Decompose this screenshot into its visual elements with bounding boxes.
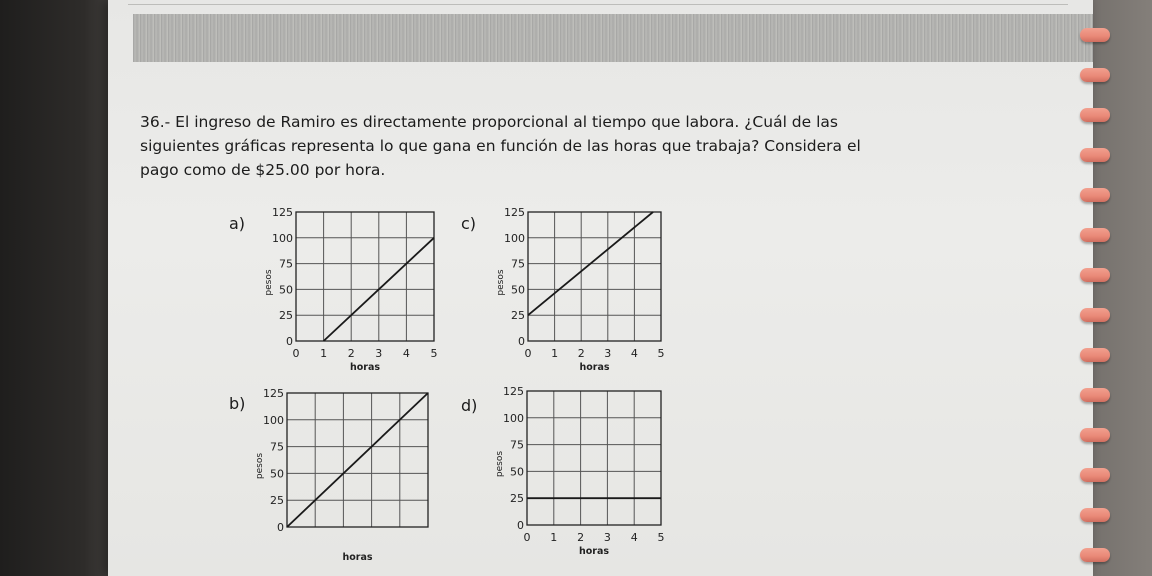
binder-ring [1080,188,1110,202]
x-axis-label: horas [342,552,373,563]
x-tick-label: 3 [603,531,611,544]
x-axis-label: horas [579,362,610,373]
binder-ring [1080,68,1110,82]
y-tick-label: 100 [504,231,525,245]
x-tick-label: 5 [430,347,438,360]
x-tick-label: 2 [577,347,585,360]
binder-ring [1080,548,1110,562]
x-axis-label: horas [578,546,610,557]
y-tick-label: 0 [286,335,293,348]
y-tick-label: 100 [272,231,293,245]
y-tick-label: 75 [510,438,524,452]
binder-ring [1080,148,1110,162]
option-a-label: a) [229,214,246,233]
question-text: 36.- El ingreso de Ramiro es directamente proporcional al tiempo que labora. ¿Cuál de las siguientes gráficas representa lo que gana en función de las horas que trabaja? Considera el pago como de $25.00 por hora. [140,113,861,179]
option-b-label: b) [229,394,246,413]
x-tick-label: 0 [292,347,300,360]
x-tick-label: 2 [577,531,585,544]
y-tick-label: 25 [279,309,293,323]
binder-ring [1080,348,1110,362]
x-tick-label: 5 [657,531,665,544]
y-tick-label: 75 [511,257,525,271]
y-axis-label: pesos [495,450,505,478]
x-tick-label: 1 [550,531,558,544]
binder-ring [1080,228,1110,242]
y-tick-label: 125 [272,206,293,219]
y-tick-label: 0 [518,335,525,348]
y-tick-label: 25 [511,309,525,323]
x-tick-label: 4 [630,531,638,544]
y-tick-label: 0 [517,519,524,532]
binder-ring [1080,268,1110,282]
y-axis-label: pesos [255,452,265,480]
y-tick-label: 100 [503,411,524,425]
y-tick-label: 50 [510,465,524,479]
x-tick-label: 1 [551,347,559,360]
y-axis-label: pesos [264,269,274,296]
y-tick-label: 100 [263,413,284,427]
x-tick-label: 3 [375,347,383,360]
x-axis-label: horas [349,362,381,373]
x-tick-label: 1 [320,347,328,360]
binder-ring [1080,508,1110,522]
x-tick-label: 4 [402,347,410,360]
y-tick-label: 50 [270,467,284,481]
y-tick-label: 25 [510,492,524,506]
y-axis-label: pesos [496,269,506,296]
binder-ring [1080,428,1110,442]
option-d-label: d) [461,396,478,415]
x-tick-label: 5 [657,347,665,360]
y-tick-label: 25 [270,494,284,508]
binder-ring [1080,28,1110,42]
y-tick-label: 125 [503,385,524,398]
y-tick-label: 0 [277,521,284,534]
binder-ring [1080,388,1110,402]
y-tick-label: 75 [270,440,284,454]
binder-ring [1080,468,1110,482]
y-tick-label: 125 [504,206,525,219]
x-tick-label: 3 [604,347,612,360]
x-tick-label: 0 [523,531,531,544]
x-tick-label: 2 [347,347,355,360]
option-c-label: c) [461,214,477,233]
y-tick-label: 50 [511,283,525,297]
y-tick-label: 50 [279,283,293,297]
binder-ring [1080,308,1110,322]
x-tick-label: 4 [630,347,638,360]
binder-ring [1080,108,1110,122]
y-tick-label: 75 [279,257,293,271]
plot-frame [527,391,661,525]
y-tick-label: 125 [263,387,284,400]
x-tick-label: 0 [524,347,532,360]
